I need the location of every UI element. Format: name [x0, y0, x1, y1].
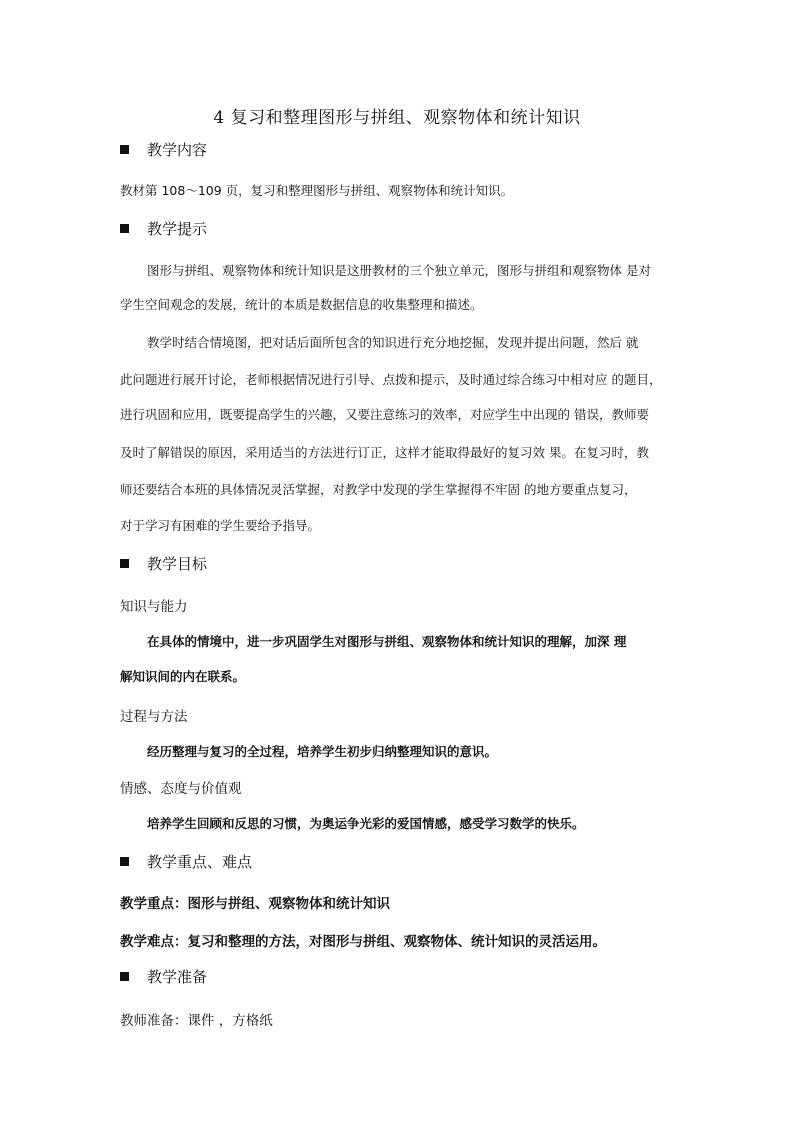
knowledge-line: 解知识间的内在联系。	[120, 669, 246, 684]
section-heading-content	[120, 139, 207, 160]
knowledge-line: 在具体的情境中，进一步巩固学生对图形与拼组、观察物体和统计知识的理解，加深 理	[147, 634, 627, 649]
hints-line: 学生空间观念的发展，统计的本质是数据信息的收集整理和描述。	[120, 297, 483, 312]
square-bullet-icon	[120, 857, 129, 866]
difficult-point-text: 教学难点：复习和整理的方法，对图形与拼组、观察物体、统计知识的灵活运用。	[120, 934, 606, 950]
section-heading-label: 教学准备	[147, 968, 208, 986]
section-heading-goals	[120, 553, 207, 574]
section-heading-label: 教学重点、难点	[147, 853, 253, 871]
square-bullet-icon	[120, 972, 129, 981]
section-heading-label: 教学提示	[147, 220, 208, 238]
hints-line: 及时了解错误的原因，采用适当的方法进行订正，这样才能取得最好的复习效 果。在复习时，教	[120, 445, 649, 460]
square-bullet-icon	[120, 559, 129, 568]
key-point-text: 教学重点：图形与拼组、观察物体和统计知识	[120, 896, 390, 912]
section-heading-hints	[120, 218, 207, 239]
hints-line: 进行巩固和应用，既要提高学生的兴趣，又要注意练习的效率，对应学生中出现的 错误，教师要	[120, 407, 649, 422]
emotion-label: 情感、态度与价值观	[120, 781, 242, 797]
process-label: 过程与方法	[120, 709, 188, 725]
hints-line: 对于学习有困难的学生要给予指导。	[120, 518, 321, 533]
hints-line: 教学时结合情境图，把对话后面所包含的知识进行充分地挖掘，发现并提出问题，然后 就	[147, 335, 639, 350]
knowledge-label: 知识与能力	[120, 599, 188, 615]
section-heading-preparation	[120, 966, 207, 987]
process-text: 经历整理与复习的全过程，培养学生初步归纳整理知识的意识。	[147, 744, 498, 759]
section-heading-key-points	[120, 851, 252, 872]
emotion-text: 培养学生回顾和反思的习惯，为奥运争光彩的爱国情感，感受学习数学的快乐。	[147, 816, 585, 831]
square-bullet-icon	[120, 145, 129, 154]
hints-line: 此问题进行展开讨论，老师根据情况进行引导、点拨和提示，及时通过综合练习中相对应 的题目，	[120, 372, 662, 387]
square-bullet-icon	[120, 224, 129, 233]
section-heading-label: 教学内容	[147, 141, 208, 159]
content-text: 教材第 108～109 页，复习和整理图形与拼组、观察物体和统计知识。	[120, 183, 514, 198]
hints-line: 师还要结合本班的具体情况灵活掌握，对教学中发现的学生掌握得不牢固 的地方要重点复习，	[120, 482, 637, 497]
preparation-text: 教师准备：课件 ，方格纸	[120, 1013, 273, 1029]
section-heading-label: 教学目标	[147, 555, 208, 573]
hints-line: 图形与拼组、观察物体和统计知识是这册教材的三个独立单元，图形与拼组和观察物体 是对	[147, 263, 651, 278]
page-title: 4 复习和整理图形与拼组、观察物体和统计知识	[213, 108, 581, 128]
